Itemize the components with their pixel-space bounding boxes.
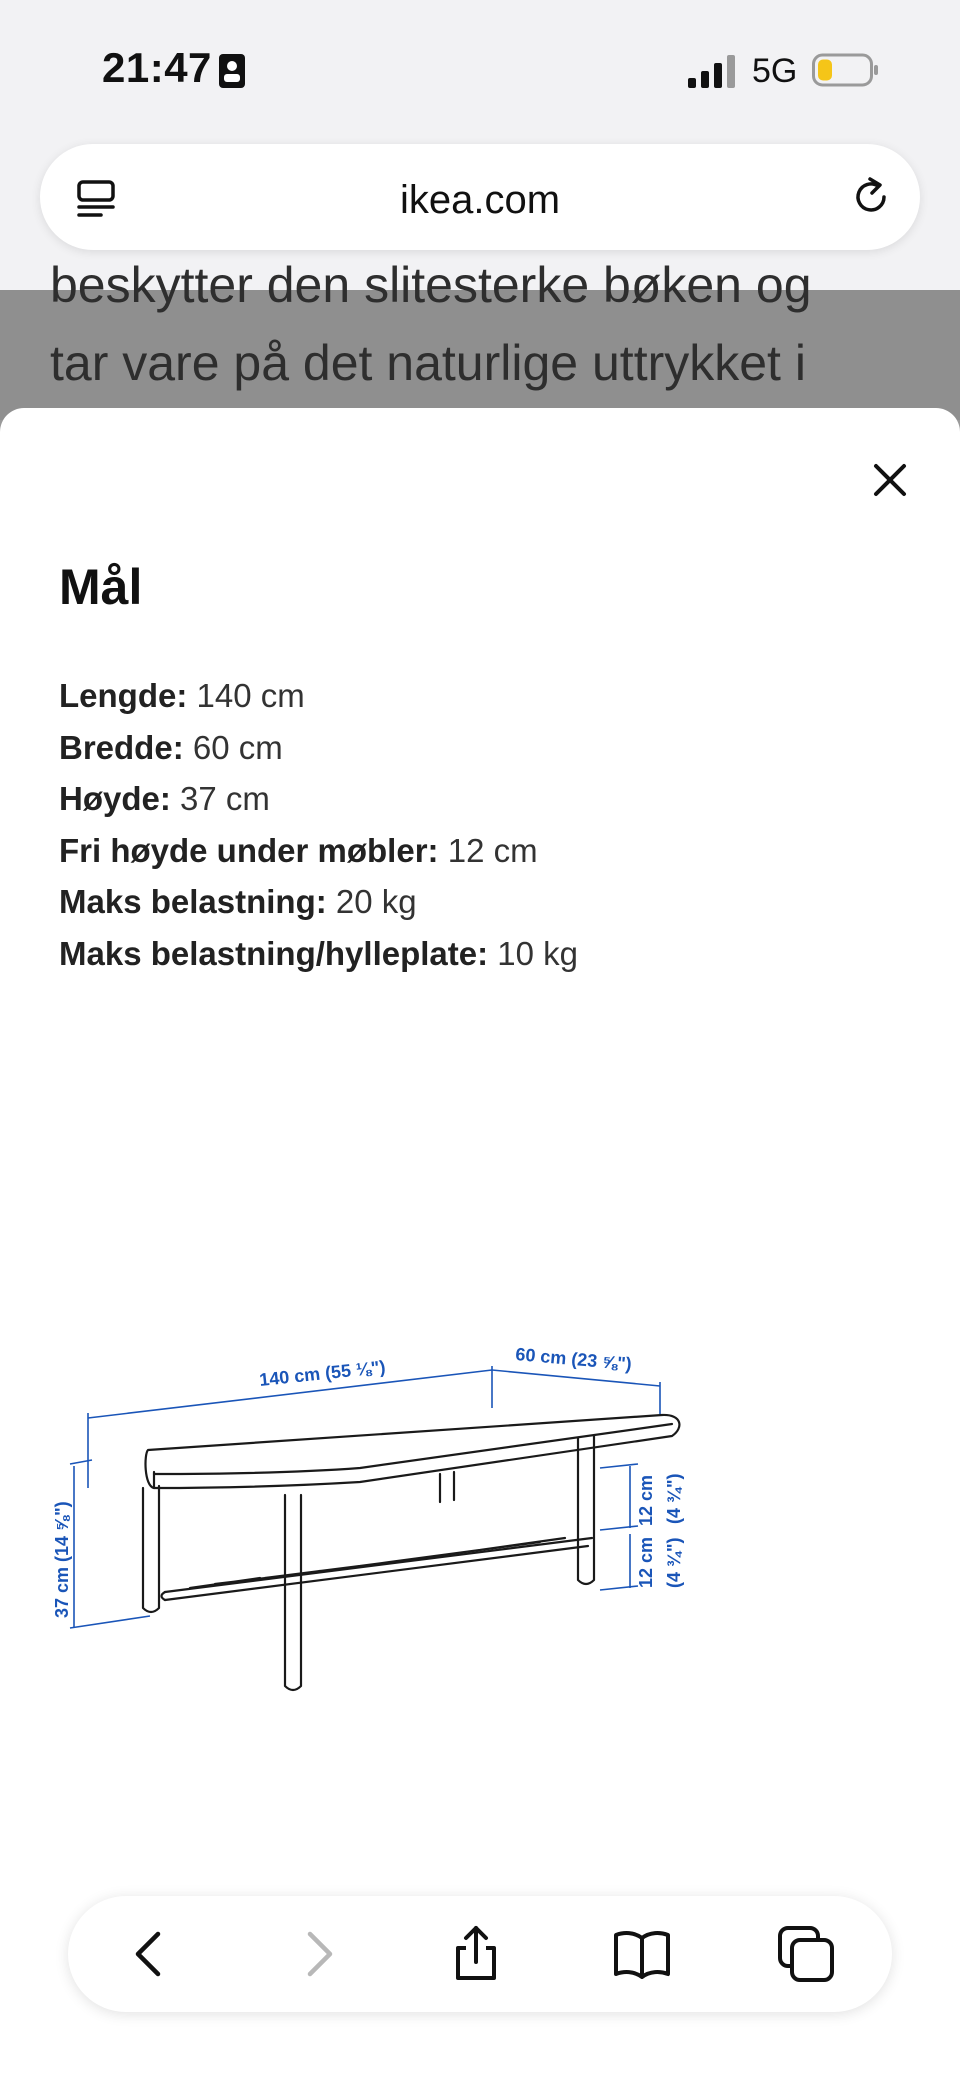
spec-label: Bredde:	[59, 728, 184, 766]
address-bar[interactable]	[40, 144, 920, 250]
signal-icon	[688, 54, 736, 88]
spec-label: Maks belastning/hylleplate:	[59, 934, 489, 972]
spec-value: 60 cm	[192, 728, 283, 766]
spec-value: 10 kg	[497, 934, 579, 972]
background-page	[0, 257, 960, 420]
spec-value: 12 cm	[447, 831, 538, 869]
spec-row	[59, 928, 578, 980]
reload-icon[interactable]	[848, 174, 894, 220]
height-dimension-label: 37 cm (14 ⅝")	[52, 1501, 72, 1618]
spec-row	[59, 722, 578, 774]
table-leg	[578, 1436, 594, 1584]
table-leg	[440, 1472, 454, 1502]
spec-row	[59, 773, 578, 825]
tabs-icon[interactable]	[776, 1924, 836, 1984]
spec-label: Høyde:	[59, 780, 171, 817]
network-label: 5G	[752, 52, 798, 90]
width-dimension-label: 60 cm (23 ⅝")	[514, 1344, 633, 1375]
clearance-lower-in-label: (4 ¾")	[664, 1537, 684, 1588]
dimensions-sheet	[0, 408, 960, 2081]
close-icon[interactable]	[866, 456, 914, 504]
sheet-title: Mål	[59, 559, 143, 615]
status-time: 21:47	[102, 44, 212, 91]
clearance-upper-in-label: (4 ¾")	[664, 1473, 684, 1524]
share-icon[interactable]	[446, 1924, 506, 1984]
id-card-icon	[218, 53, 246, 89]
spec-label: Maks belastning:	[59, 883, 327, 920]
tabletop	[146, 1415, 680, 1488]
battery-icon	[812, 52, 880, 88]
spec-row	[59, 670, 578, 722]
spec-value: 140 cm	[196, 677, 305, 714]
forward-icon[interactable]	[288, 1924, 348, 1984]
bottom-toolbar	[68, 1896, 892, 2012]
url-text[interactable]: ikea.com	[399, 178, 561, 222]
status-bar	[0, 0, 960, 140]
shelf-slat	[190, 1538, 565, 1588]
table-leg	[143, 1486, 159, 1612]
clearance-lower-cm-label: 12 cm	[636, 1536, 656, 1588]
spec-value: 20 kg	[335, 883, 417, 920]
back-icon[interactable]	[120, 1924, 180, 1984]
table-leg	[285, 1495, 301, 1690]
spec-list	[59, 670, 578, 979]
spec-row	[59, 825, 578, 877]
spec-label: Fri høyde under møbler:	[59, 831, 439, 869]
background-text-line: beskytter den slitesterke bøken og	[50, 257, 812, 313]
spec-value: 37 cm	[180, 780, 270, 817]
shelf-frame	[165, 1538, 592, 1600]
bookmarks-icon[interactable]	[612, 1924, 672, 1984]
length-dimension-label: 140 cm (55 ⅛")	[258, 1356, 387, 1390]
spec-label: Lengde:	[59, 677, 188, 714]
dimension-diagram	[52, 1238, 910, 1668]
background-text-line: tar vare på det naturlige uttrykket i	[50, 335, 806, 391]
spec-row	[59, 876, 578, 928]
clearance-upper-cm-label: 12 cm	[636, 1474, 656, 1526]
